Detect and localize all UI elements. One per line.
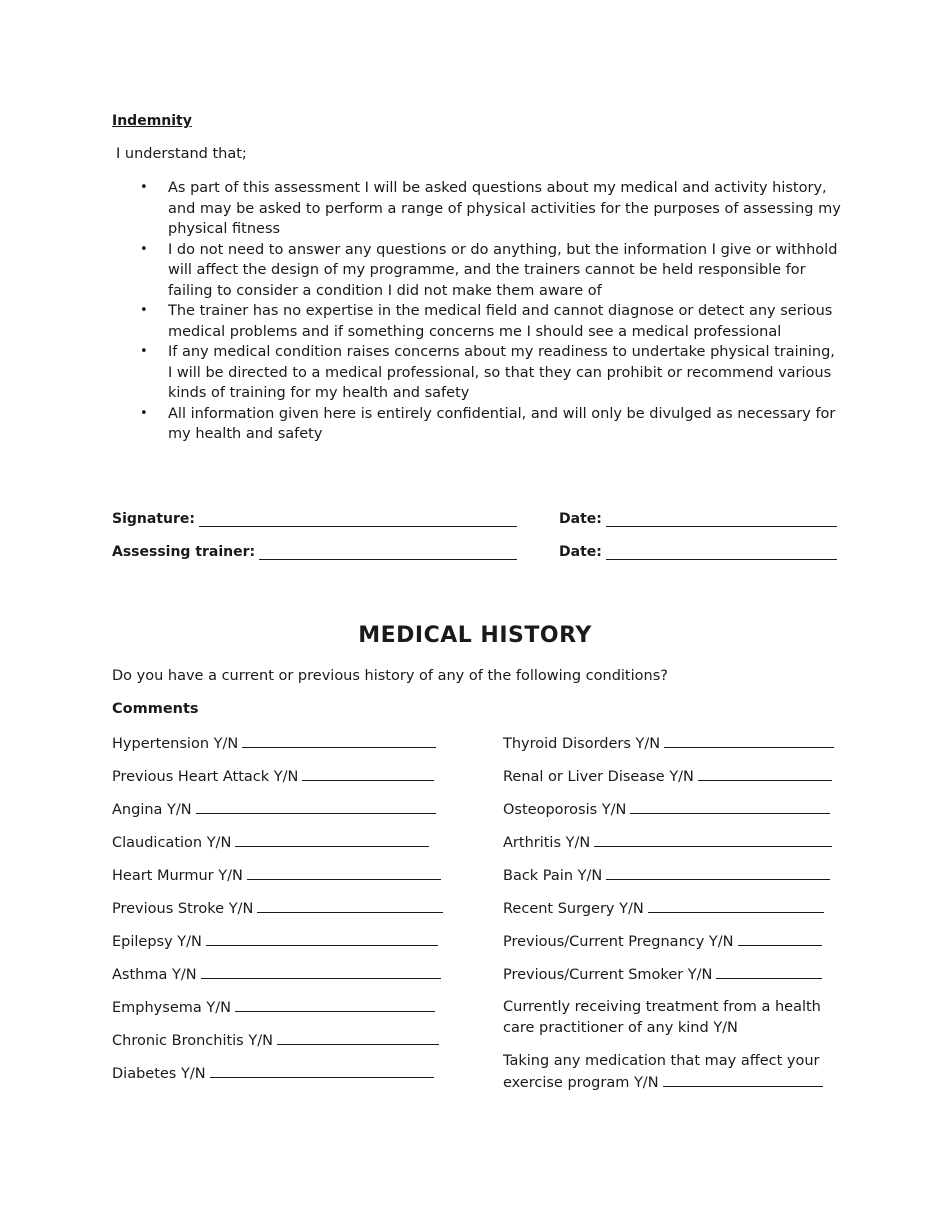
condition-answer-field[interactable] <box>242 733 436 748</box>
condition-label: Epilepsy Y/N <box>112 934 202 950</box>
bullet-item <box>112 301 842 342</box>
comments-label: Comments <box>112 701 199 717</box>
condition-label: Emphysema Y/N <box>112 1000 231 1016</box>
condition-bronchitis <box>112 1030 439 1052</box>
bullet-icon: • <box>140 405 148 421</box>
condition-answer-field[interactable] <box>738 931 822 946</box>
condition-epilepsy <box>112 931 438 953</box>
medical-history-title: MEDICAL HISTORY <box>358 623 592 648</box>
bullet-icon: • <box>140 180 148 195</box>
condition-asthma <box>112 964 441 986</box>
condition-label: Asthma Y/N <box>112 967 197 983</box>
condition-smoker <box>503 964 822 986</box>
trainer-field[interactable] <box>259 545 517 560</box>
trainer-date-field[interactable] <box>606 545 837 560</box>
condition-medication <box>503 1051 843 1093</box>
signature-field[interactable] <box>199 512 517 527</box>
condition-label: Recent Surgery Y/N <box>503 901 644 917</box>
trainer-label: Assessing trainer: <box>112 544 256 560</box>
signature-label: Signature: <box>112 511 195 527</box>
indemnity-heading: Indemnity <box>112 113 192 129</box>
condition-answer-field[interactable] <box>206 931 438 946</box>
condition-label: Previous Heart Attack Y/N <box>112 769 299 785</box>
bullet-text: If any medical condition raises concerns about my readiness to undertake physical training, I will be directed to a medical professional, so that they can prohibit or recommend various kinds of training for my health and safety <box>168 344 835 401</box>
condition-label: Chronic Bronchitis Y/N <box>112 1033 273 1049</box>
condition-answer-field[interactable] <box>594 832 832 847</box>
condition-answer-field[interactable] <box>196 799 436 814</box>
trainer-row <box>112 544 517 560</box>
bullet-icon: • <box>140 303 148 318</box>
condition-answer-field[interactable] <box>648 898 824 913</box>
condition-label: Previous/Current Pregnancy Y/N <box>503 934 734 950</box>
bullet-item <box>112 178 842 240</box>
condition-angina <box>112 799 436 821</box>
condition-treatment <box>503 997 843 1038</box>
condition-answer-field[interactable] <box>664 733 834 748</box>
bullet-text: The trainer has no expertise in the medical field and cannot diagnose or detect any serious medical problems and if something concerns me I should see a medical professional <box>168 303 833 340</box>
condition-label: Taking any medication that may affect your exercise program Y/N <box>503 1053 820 1091</box>
condition-label: Back Pain Y/N <box>503 868 603 884</box>
condition-label: Claudication Y/N <box>112 835 232 851</box>
bullet-text: As part of this assessment I will be asked questions about my medical and activity history, and may be asked to perform a range of physical activities for the purposes of assessing my physical fitness <box>168 180 841 237</box>
condition-claudication <box>112 832 429 854</box>
condition-pregnancy <box>503 931 822 953</box>
condition-label: Angina Y/N <box>112 802 192 818</box>
condition-label: Previous Stroke Y/N <box>112 901 254 917</box>
condition-label: Arthritis Y/N <box>503 835 591 851</box>
condition-answer-field[interactable] <box>663 1072 823 1087</box>
condition-thyroid <box>503 733 834 755</box>
indemnity-intro: I understand that; <box>116 146 247 162</box>
condition-label: Diabetes Y/N <box>112 1066 206 1082</box>
condition-recent-surgery <box>503 898 824 920</box>
indemnity-bullet-list <box>112 178 842 445</box>
bullet-text: I do not need to answer any questions or do anything, but the information I give or withhold will affect the design of my programme, and the trainers cannot be held responsible for failing to consider a condition I did not make them aware of <box>168 241 838 299</box>
condition-label: Heart Murmur Y/N <box>112 868 243 884</box>
condition-answer-field[interactable] <box>698 766 832 781</box>
condition-answer-field[interactable] <box>235 997 435 1012</box>
condition-answer-field[interactable] <box>277 1030 439 1045</box>
bullet-icon: • <box>140 241 148 257</box>
condition-label: Osteoporosis Y/N <box>503 802 627 818</box>
condition-diabetes <box>112 1063 434 1085</box>
condition-heart-attack <box>112 766 434 788</box>
trainer-date-row <box>559 544 837 560</box>
condition-label: Currently receiving treatment from a health care practitioner of any kind Y/N <box>503 999 821 1036</box>
condition-answer-field[interactable] <box>201 964 441 979</box>
condition-answer-field[interactable] <box>235 832 429 847</box>
signature-row <box>112 511 517 527</box>
condition-label: Previous/Current Smoker Y/N <box>503 967 713 983</box>
signature-date-row <box>559 511 837 527</box>
condition-answer-field[interactable] <box>210 1063 434 1078</box>
condition-arthritis <box>503 832 832 854</box>
bullet-item <box>112 404 842 445</box>
bullet-item <box>112 240 842 302</box>
bullet-item <box>112 342 842 404</box>
condition-label: Renal or Liver Disease Y/N <box>503 769 694 785</box>
signature-date-field[interactable] <box>606 512 837 527</box>
condition-back-pain <box>503 865 830 887</box>
condition-answer-field[interactable] <box>606 865 830 880</box>
condition-hypertension <box>112 733 436 755</box>
signature-date-label: Date: <box>559 511 602 527</box>
condition-answer-field[interactable] <box>630 799 830 814</box>
condition-emphysema <box>112 997 435 1019</box>
medical-question: Do you have a current or previous history of any of the following conditions? <box>112 668 668 684</box>
condition-label: Hypertension Y/N <box>112 736 239 752</box>
condition-osteoporosis <box>503 799 830 821</box>
condition-answer-field[interactable] <box>302 766 434 781</box>
bullet-text: All information given here is entirely confidential, and will only be divulged as necessary for my health and safety <box>168 405 836 442</box>
condition-label: Thyroid Disorders Y/N <box>503 736 661 752</box>
condition-renal-liver <box>503 766 832 788</box>
trainer-date-label: Date: <box>559 544 602 560</box>
condition-stroke <box>112 898 443 920</box>
condition-answer-field[interactable] <box>716 964 822 979</box>
condition-heart-murmur <box>112 865 441 887</box>
bullet-icon: • <box>140 344 148 359</box>
condition-answer-field[interactable] <box>257 898 443 913</box>
condition-answer-field[interactable] <box>247 865 441 880</box>
